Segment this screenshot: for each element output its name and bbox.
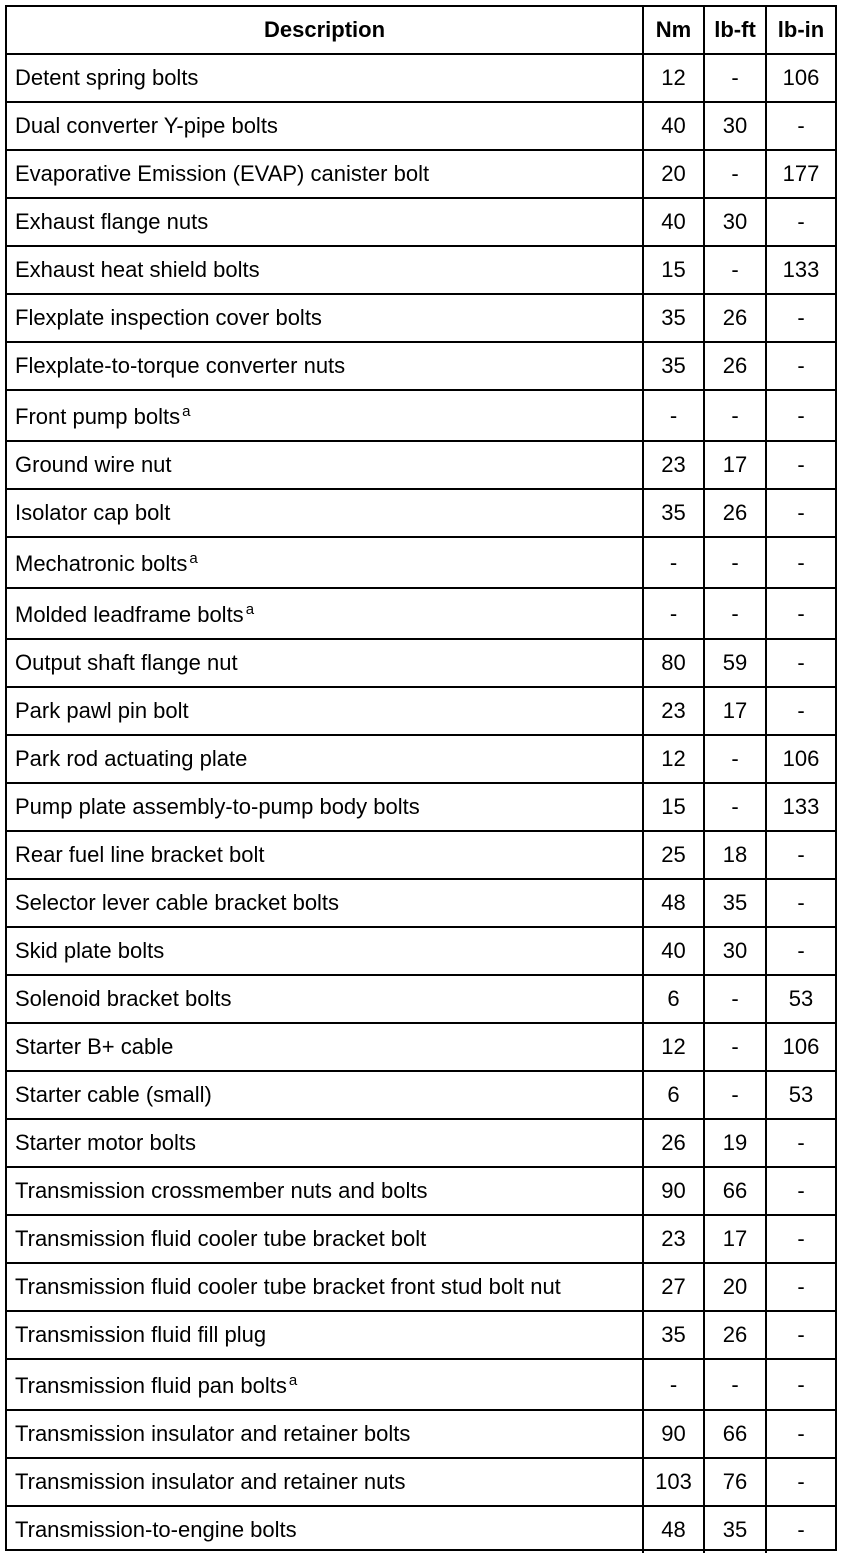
cell-lbft: - (704, 54, 766, 102)
cell-lbin: - (766, 294, 835, 342)
cell-lbin: - (766, 489, 835, 537)
table-row (7, 1167, 835, 1215)
cell-description (7, 1506, 643, 1553)
table-row (7, 783, 835, 831)
cell-lbin: - (766, 537, 835, 588)
cell-description (7, 537, 643, 588)
cell-description (7, 975, 643, 1023)
cell-lbin: - (766, 639, 835, 687)
cell-nm: 80 (643, 639, 704, 687)
cell-lbin: - (766, 831, 835, 879)
header-description: Description (7, 7, 643, 54)
table-row (7, 1119, 835, 1167)
torque-table (7, 7, 835, 1553)
description-text: Flexplate inspection cover bolts (15, 305, 322, 330)
cell-description (7, 831, 643, 879)
cell-description (7, 1458, 643, 1506)
description-text: Park rod actuating plate (15, 746, 248, 771)
cell-lbft: - (704, 1071, 766, 1119)
cell-nm: 35 (643, 342, 704, 390)
table-row (7, 342, 835, 390)
cell-lbin: - (766, 1263, 835, 1311)
table-row (7, 735, 835, 783)
table-row (7, 879, 835, 927)
description-text: Output shaft flange nut (15, 650, 238, 675)
description-text: Isolator cap bolt (15, 500, 171, 525)
cell-nm: 40 (643, 102, 704, 150)
cell-lbin: - (766, 687, 835, 735)
cell-lbft: 66 (704, 1410, 766, 1458)
header-lbft: lb-ft (704, 7, 766, 54)
description-text: Detent spring bolts (15, 65, 199, 90)
description-text: Dual converter Y-pipe bolts (15, 113, 278, 138)
cell-lbft: - (704, 783, 766, 831)
cell-description (7, 1167, 643, 1215)
cell-description (7, 54, 643, 102)
cell-description (7, 102, 643, 150)
cell-lbft: 17 (704, 687, 766, 735)
table-row (7, 639, 835, 687)
cell-lbin: - (766, 1167, 835, 1215)
cell-lbin: 177 (766, 150, 835, 198)
cell-lbin: - (766, 1410, 835, 1458)
cell-lbin: - (766, 1506, 835, 1553)
cell-lbin: 106 (766, 735, 835, 783)
cell-description (7, 1119, 643, 1167)
cell-lbft: 35 (704, 1506, 766, 1553)
cell-lbft: 18 (704, 831, 766, 879)
cell-lbin: - (766, 342, 835, 390)
table-row (7, 687, 835, 735)
description-text: Solenoid bracket bolts (15, 986, 232, 1011)
cell-lbft: - (704, 390, 766, 441)
cell-nm: - (643, 390, 704, 441)
cell-lbin: 106 (766, 54, 835, 102)
footnote-marker: a (288, 1371, 298, 1389)
table-row (7, 294, 835, 342)
description-text: Exhaust flange nuts (15, 209, 209, 234)
cell-nm: 35 (643, 489, 704, 537)
header-row (7, 7, 835, 54)
footnote-marker: a (245, 600, 255, 618)
cell-description (7, 1263, 643, 1311)
description-text: Rear fuel line bracket bolt (15, 842, 265, 867)
cell-description (7, 489, 643, 537)
table-row (7, 198, 835, 246)
cell-lbft: 30 (704, 927, 766, 975)
cell-nm: 40 (643, 927, 704, 975)
cell-description (7, 879, 643, 927)
cell-nm: 23 (643, 1215, 704, 1263)
cell-nm: 48 (643, 1506, 704, 1553)
cell-lbft: 35 (704, 879, 766, 927)
table-row (7, 1023, 835, 1071)
cell-lbft: 26 (704, 1311, 766, 1359)
cell-description (7, 687, 643, 735)
cell-nm: 103 (643, 1458, 704, 1506)
cell-lbft: 26 (704, 342, 766, 390)
cell-lbin: 53 (766, 1071, 835, 1119)
header-nm: Nm (643, 7, 704, 54)
cell-nm: 25 (643, 831, 704, 879)
table-row (7, 975, 835, 1023)
cell-nm: - (643, 588, 704, 639)
table-row (7, 1263, 835, 1311)
description-text: Ground wire nut (15, 452, 172, 477)
cell-lbft: 19 (704, 1119, 766, 1167)
cell-nm: 12 (643, 735, 704, 783)
cell-lbin: - (766, 102, 835, 150)
description-text: Exhaust heat shield bolts (15, 257, 260, 282)
description-text: Molded leadframe bolts (15, 601, 244, 627)
description-text: Starter motor bolts (15, 1130, 196, 1155)
description-text: Pump plate assembly-to-pump body bolts (15, 794, 420, 819)
description-text: Park pawl pin bolt (15, 698, 189, 723)
cell-description (7, 927, 643, 975)
cell-description (7, 1359, 643, 1410)
cell-lbin: - (766, 1311, 835, 1359)
table-row (7, 1410, 835, 1458)
description-text: Transmission fluid cooler tube bracket bolt (15, 1226, 427, 1251)
table-row (7, 588, 835, 639)
cell-nm: 27 (643, 1263, 704, 1311)
cell-description (7, 390, 643, 441)
cell-lbin: - (766, 588, 835, 639)
table-row (7, 102, 835, 150)
cell-nm: 6 (643, 975, 704, 1023)
description-text: Selector lever cable bracket bolts (15, 890, 340, 915)
cell-lbin: 133 (766, 783, 835, 831)
description-text: Transmission insulator and retainer bolts (15, 1421, 411, 1446)
table-row (7, 1071, 835, 1119)
cell-description (7, 1023, 643, 1071)
cell-nm: 12 (643, 54, 704, 102)
table-row (7, 1311, 835, 1359)
cell-lbft: 20 (704, 1263, 766, 1311)
table-row (7, 831, 835, 879)
table-row (7, 1506, 835, 1553)
cell-lbin: 133 (766, 246, 835, 294)
cell-lbft: - (704, 975, 766, 1023)
cell-lbft: 66 (704, 1167, 766, 1215)
cell-lbft: 17 (704, 441, 766, 489)
cell-lbft: 26 (704, 489, 766, 537)
cell-lbin: - (766, 1119, 835, 1167)
table-row (7, 489, 835, 537)
cell-nm: 26 (643, 1119, 704, 1167)
description-text: Skid plate bolts (15, 938, 165, 963)
header-lbin: lb-in (766, 7, 835, 54)
cell-lbin: - (766, 1458, 835, 1506)
table-row (7, 390, 835, 441)
cell-nm: 35 (643, 1311, 704, 1359)
cell-lbin: - (766, 1359, 835, 1410)
cell-nm: 12 (643, 1023, 704, 1071)
cell-description (7, 1215, 643, 1263)
cell-nm: 48 (643, 879, 704, 927)
cell-nm: 40 (643, 198, 704, 246)
description-text: Starter cable (small) (15, 1082, 212, 1107)
description-text: Starter B+ cable (15, 1034, 174, 1059)
cell-description (7, 588, 643, 639)
description-text: Transmission-to-engine bolts (15, 1517, 297, 1542)
description-text: Transmission fluid cooler tube bracket front stud bolt nut (15, 1274, 561, 1299)
cell-description (7, 1311, 643, 1359)
description-text: Evaporative Emission (EVAP) canister bolt (15, 161, 430, 186)
torque-spec-table (5, 5, 837, 1551)
cell-lbin: - (766, 390, 835, 441)
description-text: Transmission fluid pan bolts (15, 1372, 287, 1398)
description-text: Front pump bolts (15, 403, 181, 429)
cell-lbin: 53 (766, 975, 835, 1023)
cell-description (7, 1410, 643, 1458)
cell-nm: 20 (643, 150, 704, 198)
cell-nm: 90 (643, 1410, 704, 1458)
cell-description (7, 735, 643, 783)
table-row (7, 1215, 835, 1263)
table-row (7, 441, 835, 489)
cell-lbft: - (704, 1023, 766, 1071)
cell-lbft: - (704, 1359, 766, 1410)
description-text: Transmission crossmember nuts and bolts (15, 1178, 428, 1203)
table-row (7, 150, 835, 198)
cell-nm: 15 (643, 246, 704, 294)
cell-description (7, 342, 643, 390)
table-row (7, 1359, 835, 1410)
cell-lbft: - (704, 246, 766, 294)
description-text: Flexplate-to-torque converter nuts (15, 353, 346, 378)
cell-nm: 15 (643, 783, 704, 831)
cell-lbft: 59 (704, 639, 766, 687)
cell-description (7, 150, 643, 198)
footnote-marker: a (182, 402, 191, 420)
cell-description (7, 198, 643, 246)
cell-lbft: 30 (704, 102, 766, 150)
description-text: Transmission insulator and retainer nuts (15, 1469, 406, 1494)
cell-nm: 23 (643, 687, 704, 735)
cell-nm: 90 (643, 1167, 704, 1215)
cell-lbft: 76 (704, 1458, 766, 1506)
cell-description (7, 783, 643, 831)
cell-nm: 23 (643, 441, 704, 489)
cell-nm: - (643, 1359, 704, 1410)
cell-description (7, 441, 643, 489)
cell-description (7, 639, 643, 687)
cell-lbft: - (704, 735, 766, 783)
table-row (7, 246, 835, 294)
description-text: Mechatronic bolts (15, 550, 188, 576)
table-row (7, 1458, 835, 1506)
cell-lbft: - (704, 537, 766, 588)
table-row (7, 537, 835, 588)
description-text: Transmission fluid fill plug (15, 1322, 267, 1347)
table-body (7, 54, 835, 1553)
footnote-marker: a (189, 549, 198, 567)
cell-lbin: - (766, 927, 835, 975)
cell-lbin: - (766, 1215, 835, 1263)
cell-lbin: - (766, 441, 835, 489)
cell-lbft: 26 (704, 294, 766, 342)
cell-lbin: - (766, 198, 835, 246)
cell-nm: 35 (643, 294, 704, 342)
cell-lbin: 106 (766, 1023, 835, 1071)
table-row (7, 54, 835, 102)
cell-description (7, 246, 643, 294)
cell-description (7, 1071, 643, 1119)
cell-description (7, 294, 643, 342)
cell-lbft: - (704, 150, 766, 198)
cell-lbft: - (704, 588, 766, 639)
cell-nm: - (643, 537, 704, 588)
cell-lbin: - (766, 879, 835, 927)
cell-nm: 6 (643, 1071, 704, 1119)
table-row (7, 927, 835, 975)
cell-lbft: 30 (704, 198, 766, 246)
cell-lbft: 17 (704, 1215, 766, 1263)
